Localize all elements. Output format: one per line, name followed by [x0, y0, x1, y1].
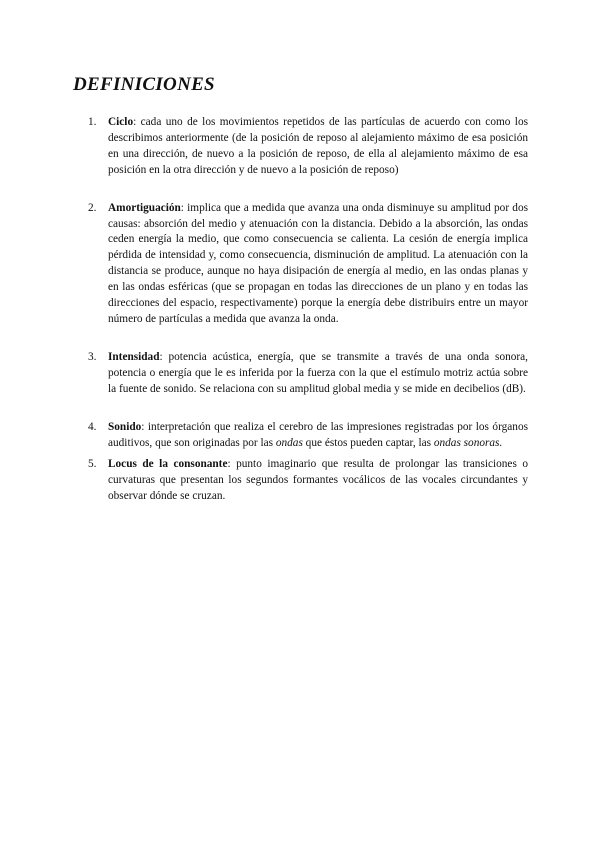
definition-item-amortiguacion	[88, 201, 528, 328]
definition-text: : cada uno de los movimientos repetidos de las partículas de acuerdo con como los describimos anteriormente (de la posición de reposo al alejamiento máximo de esa posición en una dirección, de nuevo a la posición de reposo, de ella al alejamiento máximo de esa posición en la otra dirección y de nuevo a la posición de reposo)	[108, 116, 528, 176]
item-number: 4.	[88, 420, 97, 433]
item-number: 1.	[88, 116, 97, 128]
definition-text: que éstos pueden captar, las	[302, 436, 434, 449]
definition-text: : implica que a medida que avanza una onda disminuye su amplitud por dos causas: absorción del medio y atenuación con la distancia. Debido a la absorción, las ondas ceden energía la medio, que como consecuencia se calienta. La cesión de energía implica pérdida de intensidad y, como consecuencia, disminución de amplitud. La atenuación con la distancia se produce, aunque no haya disipación de energía al medio, en las ondas planas y en las ondas esféricas (que se propagan en todas las direcciones de un plano y en todas las direcciones del espacio, respectivamente) porque la energía debe distribuirs entre un mayor número de partículas a medida que avanza la onda.	[108, 201, 528, 325]
definition-item-sonido	[88, 420, 528, 452]
definition-term: Locus de la consonante	[108, 458, 228, 471]
definition-term: Amortiguación	[108, 201, 181, 214]
definition-text: : interpretación que realiza el cerebro de las impresiones registradas por los órganos auditivos, que son originadas por las	[108, 420, 528, 449]
definition-text: : potencia acústica, energía, que se transmite a través de una onda sonora, potencia o energía que le es inferida por la fuerza con la que el estímulo motriz actúa sobre la fuente de sonido. Se relaciona con su amplitud global media y se mide en decibelios (dB).	[108, 350, 528, 395]
item-number: 5.	[88, 458, 97, 471]
definition-text: .	[499, 436, 503, 449]
page-title: DEFINICIONES	[73, 74, 215, 95]
definition-term: Intensidad	[108, 350, 160, 363]
definition-italic-term: ondas	[275, 436, 303, 449]
definition-item-ciclo	[88, 115, 528, 179]
item-number: 2.	[88, 201, 97, 214]
definition-italic-term: ondas sonoras	[433, 436, 500, 449]
definition-term: Sonido	[108, 420, 142, 433]
definitions-list	[88, 115, 528, 505]
definition-term: Ciclo	[108, 116, 134, 128]
definition-item-intensidad	[88, 350, 528, 398]
item-number: 3.	[88, 350, 97, 363]
definition-item-locus-de-la-consonante	[88, 457, 528, 505]
definition-text: : punto imaginario que resulta de prolongar las transiciones o curvaturas que presentan los segundos formantes vocálicos de las vocales circundantes y observar dónde se cruzan.	[108, 458, 528, 503]
